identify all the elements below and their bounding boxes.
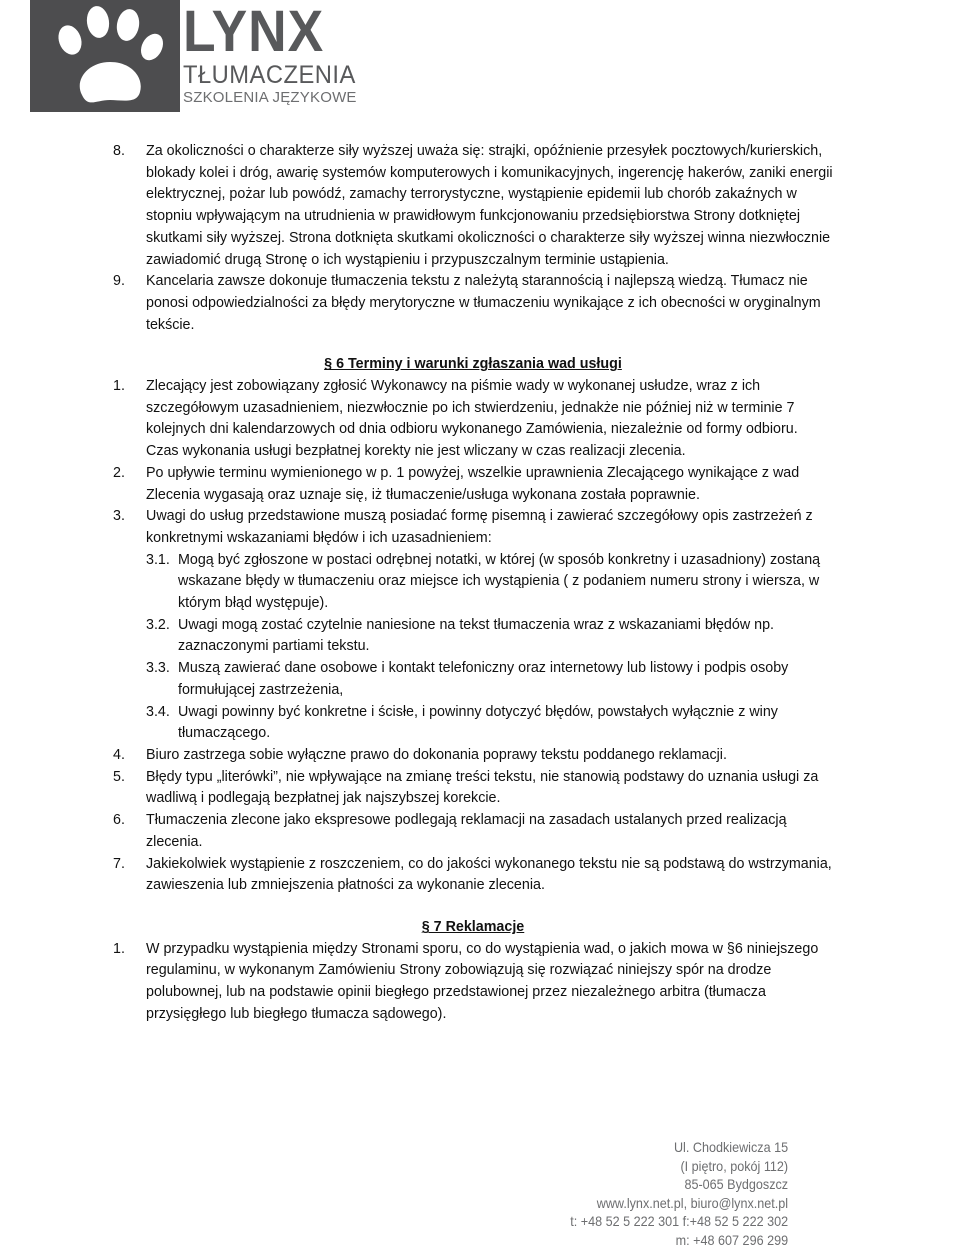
address-floor: (I piętro, pokój 112) — [680, 1157, 788, 1174]
sub-list-item — [113, 615, 833, 658]
item-number: 3. — [113, 508, 125, 525]
item-text: Uwagi powinny być konkretne i ścisłe, i powinny dotyczyć błędów, powstałych wyłącznie z winy tłumaczącego. — [178, 703, 778, 742]
section-6-heading: § 6 Terminy i warunki zgłaszania wad usługi — [324, 356, 622, 373]
item-number: 3.1. — [146, 551, 170, 568]
footer-address — [570, 1138, 788, 1250]
item-text: Uwagi do usług przedstawione muszą posiadać formę pisemną i zawierać szczegółowy opis zastrzeżeń z konkretnymi wskazaniami błędów i ich uzasadnieniem: — [146, 508, 813, 546]
sub-list-item — [113, 550, 833, 615]
paw-icon — [30, 0, 180, 112]
address-phone-fax: t: +48 52 5 222 301 f:+48 52 5 222 302 — [570, 1213, 788, 1230]
item-number: 6. — [113, 812, 125, 829]
address-web-email: www.lynx.net.pl, biuro@lynx.net.pl — [596, 1194, 788, 1211]
list-item — [113, 939, 833, 1026]
document-body — [113, 141, 833, 1025]
list-item — [113, 767, 833, 810]
item-number: 8. — [113, 143, 125, 159]
item-text: Biuro zastrzega sobie wyłączne prawo do dokonania poprawy tekstu poddanego reklamacji. — [146, 746, 727, 763]
item-text: Kancelaria zawsze dokonuje tłumaczenia tekstu z należytą starannością i najlepszą wiedzą. Tłumacz nie ponosi odpowiedzialności za błędy merytoryczne w tłumaczeniu wynikające z ich obecności w oryginalnym tekście. — [146, 273, 821, 333]
item-text: Za okoliczności o charakterze siły wyższej uważa się: strajki, opóźnienie przesyłek pocztowych/kurierskich, blokady kolei i dróg, awarię systemów komputerowych i komunikacyjnych, ingerencję hakerów, zaniki energii elektrycznej, pożar lub powódź, zamachy terrorystyczne, wystąpienie epidemii lub chorób zakaźnych w stopniu wpływającym na utrudnienia w prawidłowym funkcjonowaniu przedsiębiorstwa Strony dotkniętej skutkami siły wyższej. Strona dotknięta skutkami okoliczności o charakterze siły wyższej winna niezwłocznie zawiadomić drugą Stronę o ich wystąpieniu i przypuszczalnym terminie ustąpienia. — [146, 143, 833, 268]
list-item — [113, 376, 833, 463]
brand-text — [183, 2, 365, 107]
item-number: 7. — [113, 855, 125, 872]
list-item — [113, 141, 833, 271]
list-item — [113, 271, 833, 336]
address-street: Ul. Chodkiewicza 15 — [673, 1139, 788, 1155]
item-number: 5. — [113, 768, 125, 785]
item-text: Po upływie terminu wymienionego w p. 1 powyżej, wszelkie uprawnienia Zlecającego wynikające z wad Zlecenia wygasają oraz uznaje się, iż tłumaczenie/usługa wykonana została poprawnie. — [146, 464, 800, 503]
item-number: 1. — [113, 940, 125, 957]
brand-name: LYNX — [183, 0, 325, 64]
list-item — [113, 810, 833, 853]
item-number: 2. — [113, 464, 125, 481]
item-number: 3.2. — [146, 616, 170, 633]
item-text: Zlecający jest zobowiązany zgłosić Wykonawcy na piśmie wady w wykonanej usłudze, wraz z ich szczegółowym uzasadnieniem, niezwłocznie po ich stwierdzeniu, jednakże nie później niż w terminie 7 kolejnych dni kalendarzowych od dnia odbioru wykonanego Zamówienia, niezależnie od formy odbioru. Czas wykonania usługi bezpłatnej korekty nie jest wliczany w czas realizacji zlecenia. — [146, 378, 798, 460]
item-text: Uwagi mogą zostać czytelnie naniesione na tekst tłumaczenia wraz z wskazaniami błędów np. zaznaczonymi partiami tekstu. — [178, 616, 774, 655]
item-text: Błędy typu „literówki”, nie wpływające na zmianę treści tekstu, nie stanowią podstawy do uznania usługi za wadliwą i podlegają bezpłatnej jak najszybszej korekcie. — [146, 768, 819, 807]
list-item — [113, 463, 833, 506]
item-number: 4. — [113, 746, 125, 763]
item-text: Tłumaczenia zlecone jako ekspresowe podlegają reklamacji na zasadach ustalanych przed realizacją zlecenia. — [146, 812, 787, 850]
item-number: 1. — [113, 378, 125, 395]
list-item — [113, 745, 833, 767]
sub-list-item — [113, 702, 833, 745]
item-text: Mogą być zgłoszone w postaci odrębnej notatki, w której (w sposób konkretny i uzasadniony) zostaną wskazane błędy w tłumaczeniu oraz miejsce ich wystąpienia ( z podaniem numeru strony i wiersza, w którym błąd występuje). — [178, 551, 821, 612]
address-city: 85-065 Bydgoszcz — [684, 1176, 788, 1193]
list-item — [113, 506, 833, 549]
address-mobile: m: +48 607 296 299 — [675, 1231, 788, 1248]
item-text: Muszą zawierać dane osobowe i kontakt telefoniczny oraz internetowy lub listowy i podpis osoby formułującej zastrzeżenia, — [178, 660, 789, 698]
item-text: W przypadku wystąpienia między Stronami sporu, co do wystąpienia wad, o jakich mowa w §6 niniejszego regulaminu, w wykonanym Zamówieniu Strony zobowiązują się rozwiązać niniejszy spór na drodze polubownej, lub na podstawie opinii biegłego przedstawionej przez niezależnego arbitra (tłumacza przysięgłego lub biegłego tłumacza sądowego). — [146, 940, 819, 1022]
list-item — [113, 854, 833, 897]
section-7-heading: § 7 Reklamacje — [421, 918, 525, 935]
sub-list-item — [113, 658, 833, 701]
item-number: 3.4. — [146, 703, 170, 720]
brand-tagline-2: SZKOLENIA JĘZYKOWE — [183, 89, 357, 106]
item-number: 9. — [113, 273, 125, 290]
brand-tagline-1: TŁUMACZENIA — [183, 61, 356, 89]
item-text: Jakiekolwiek wystąpienie z roszczeniem, co do jakości wykonanego tekstu nie są podstawą do wstrzymania, zawieszenia lub zmniejszenia płatności za wykonanie zlecenia. — [146, 855, 832, 894]
item-number: 3.3. — [146, 660, 170, 677]
